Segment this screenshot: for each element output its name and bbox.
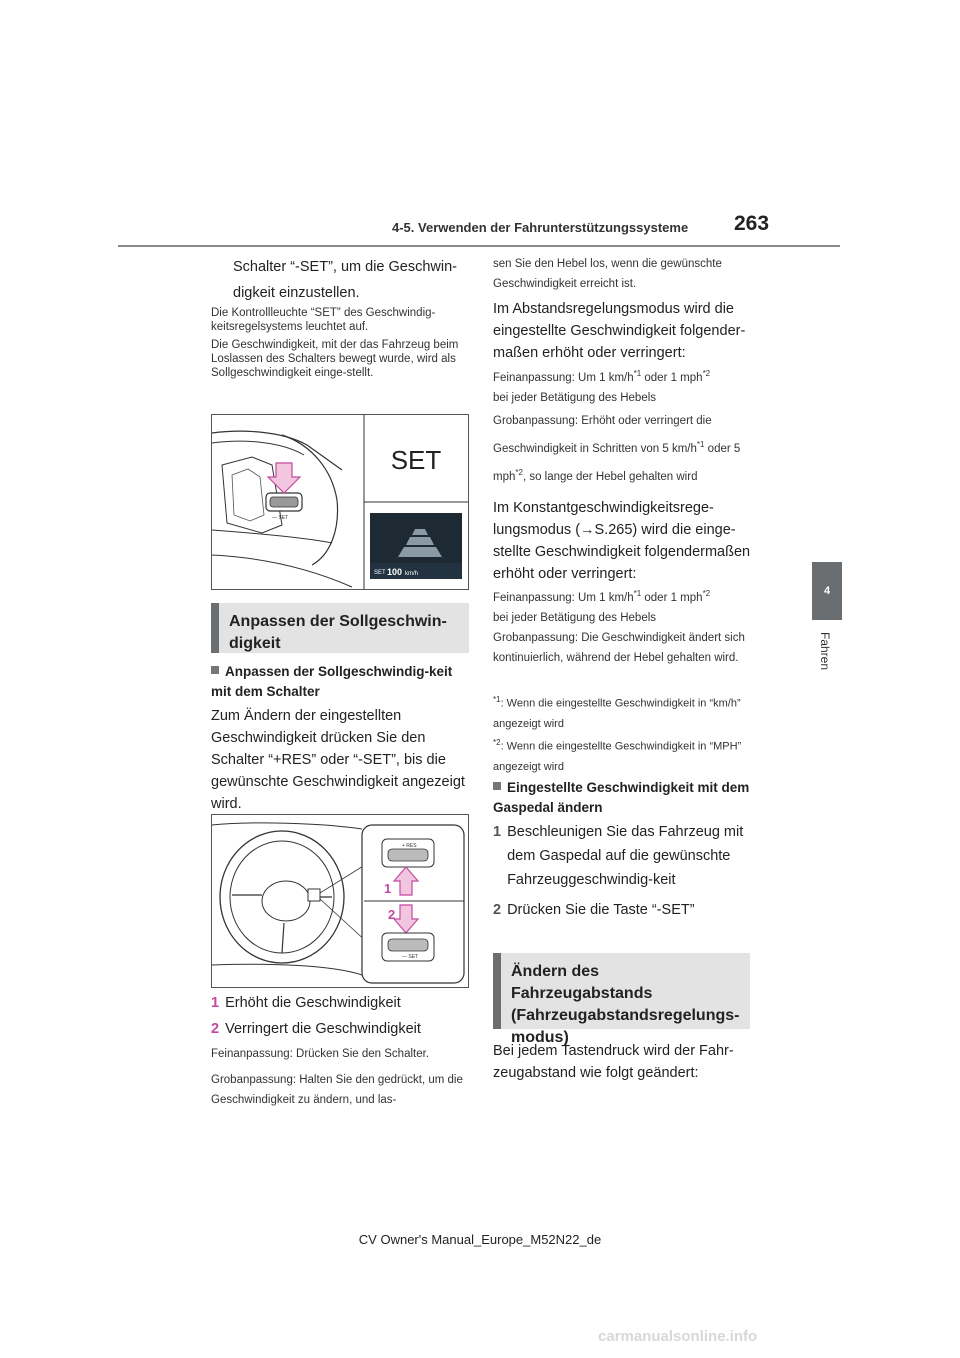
- fine2-b: oder 1 mph: [641, 591, 703, 604]
- chapter-label: Fahren: [818, 632, 832, 671]
- adjust-paragraph: Zum Ändern der eingestellten Geschwindigkeit drücken Sie den Schalter “+RES” oder “-SET”, bis die gewünschte Geschwindigkeit angezeigt wird.: [211, 708, 465, 812]
- bullet-heading-text: Anpassen der Sollgeschwindig-keit mit dem Schalter: [211, 664, 453, 699]
- legend-num: 1: [211, 995, 220, 1011]
- chapter-number: 4: [823, 585, 831, 597]
- switch-label: — SET: [272, 515, 289, 521]
- legend-num: 2: [211, 1021, 220, 1037]
- bullet-heading-text: Eingestellte Geschwindigkeit mit dem Gaspedal ändern: [493, 780, 750, 815]
- footnote-2-mark: *2: [493, 738, 501, 747]
- sup-1: *1: [633, 589, 642, 598]
- bullet-heading-pedal: [493, 778, 755, 818]
- legend-item: [211, 1018, 473, 1040]
- legend-item: [211, 992, 473, 1014]
- step-num: 1: [493, 824, 502, 840]
- bullet-heading-switch: [211, 662, 469, 702]
- note-1: Die Kontrollleuchte “SET” des Geschwindig-keitsregelsystems leuchtet auf.: [211, 307, 436, 333]
- fine2-c: bei jeder Betätigung des Hebels: [493, 611, 657, 624]
- speed-unit: km/h: [405, 571, 419, 577]
- coarse-adjust-note: Grobanpassung: Halten Sie den gedrückt, um die Geschwindigkeit zu ändern, und las-: [211, 1074, 463, 1106]
- fine1-c: bei jeder Betätigung des Hebels: [493, 391, 657, 404]
- sup-1: *1: [696, 440, 705, 449]
- chapter-tab: [812, 562, 842, 620]
- watermark: carmanualsonline.info: [598, 1328, 758, 1345]
- coarse1-a: Grobanpassung: Erhöht oder verringert die Geschwindigkeit in Schritten von 5 km/h: [493, 415, 712, 455]
- footnote-1-mark: *1: [493, 695, 501, 704]
- speed-value: 100: [387, 567, 403, 577]
- fine-adjust-constant: [493, 584, 755, 628]
- step-text: Drücken Sie die Taste “-SET”: [507, 902, 695, 918]
- intro-line-2: digkeit einzustellen.: [233, 285, 360, 301]
- sup-2: *2: [702, 369, 711, 378]
- set-label: — SET: [402, 954, 419, 960]
- speed-label: SET: [374, 570, 386, 576]
- fine-adjust-note: Feinanpassung: Drücken Sie den Schalter.: [211, 1048, 429, 1060]
- step-num: 2: [493, 902, 502, 918]
- sup-2: *2: [702, 589, 711, 598]
- footnote-2: [493, 733, 755, 777]
- legend-text: Verringert die Geschwindigkeit: [225, 1021, 421, 1037]
- square-bullet-icon: [211, 666, 219, 674]
- legend-text: Erhöht die Geschwindigkeit: [225, 995, 401, 1011]
- step-text: Beschleunigen Sie das Fahrzeug mit dem Gaspedal auf die gewünschte Fahrzeuggeschwindig-keit: [507, 824, 744, 888]
- constant-mode-paragraph: Im Konstantgeschwindigkeitsrege-lungsmodus (→S.265) wird die einge-stellte Geschwindigkeit folgendermaßen erhöht oder verringert:: [493, 500, 751, 582]
- square-bullet-icon: [493, 782, 501, 790]
- coarse-adjust-distance: [493, 410, 755, 489]
- fine1-b: oder 1 mph: [641, 371, 703, 384]
- chapter-label-wrap: [810, 632, 844, 692]
- coarse1-c: , so lange der Hebel gehalten wird: [522, 470, 698, 483]
- footnote-2-text: : Wenn die eingestellte Geschwindigkeit in “MPH” angezeigt wird: [493, 740, 742, 773]
- figure-set-switch: [211, 414, 469, 590]
- figure-res-set-switch: [211, 814, 469, 988]
- footer-text: CV Owner's Manual_Europe_M52N22_de: [358, 1232, 602, 1247]
- legend-list: [211, 992, 473, 1040]
- closing-paragraph: Bei jedem Tastendruck wird der Fahr-zeugabstand wie folgt geändert:: [493, 1043, 734, 1081]
- section-title: 4-5. Verwenden der Fahrunterstützungssysteme: [392, 220, 689, 235]
- continued-text: sen Sie den Hebel los, wenn die gewünschte Geschwindigkeit erreicht ist.: [493, 258, 722, 290]
- steering-wheel-illustration: [212, 815, 468, 987]
- footnote-1-text: : Wenn die eingestellte Geschwindigkeit in “km/h” angezeigt wird: [493, 697, 741, 730]
- coarse-adjust-constant: Grobanpassung: Die Geschwindigkeit ändert sich kontinuierlich, während der Hebel gehalten wird.: [493, 632, 745, 664]
- distance-mode-paragraph: Im Abstandsregelungsmodus wird die eingestellte Geschwindigkeit folgender-maßen erhöht oder verringert:: [493, 301, 746, 361]
- page-number: 263: [734, 212, 770, 235]
- step-item: [493, 820, 755, 892]
- step-item: [493, 898, 755, 922]
- sup-1: *1: [633, 369, 642, 378]
- res-label: + RES: [402, 843, 417, 849]
- steering-switch-illustration: [212, 415, 468, 589]
- intro-text: [233, 256, 473, 304]
- fine2-a: Feinanpassung: Um 1 km/h: [493, 591, 634, 604]
- note-2: Die Geschwindigkeit, mit der das Fahrzeug beim Loslassen des Schalters bewegt wurde, wird als Sollgeschwindigkeit einge-stellt.: [211, 339, 459, 379]
- header-rule: [118, 245, 840, 247]
- callout-2: 2: [388, 907, 396, 922]
- sup-2: *2: [515, 467, 523, 477]
- footnote-1: [493, 690, 755, 734]
- intro-line-1: Schalter “-SET”, um die Geschwin-: [233, 259, 458, 275]
- set-display-text: SET: [390, 445, 442, 475]
- fine1-a: Feinanpassung: Um 1 km/h: [493, 371, 634, 384]
- coarse1-b: oder 5 mph: [493, 442, 741, 483]
- section-heading-distance: Ändern des Fahrzeugabstands (Fahrzeugabstandsregelungs-modus): [493, 953, 750, 1029]
- steps-list: [493, 820, 755, 922]
- fine-adjust-distance: [493, 364, 755, 408]
- section-heading-adjust-speed: Anpassen der Sollgeschwin-digkeit: [211, 603, 469, 653]
- callout-1: 1: [384, 881, 392, 896]
